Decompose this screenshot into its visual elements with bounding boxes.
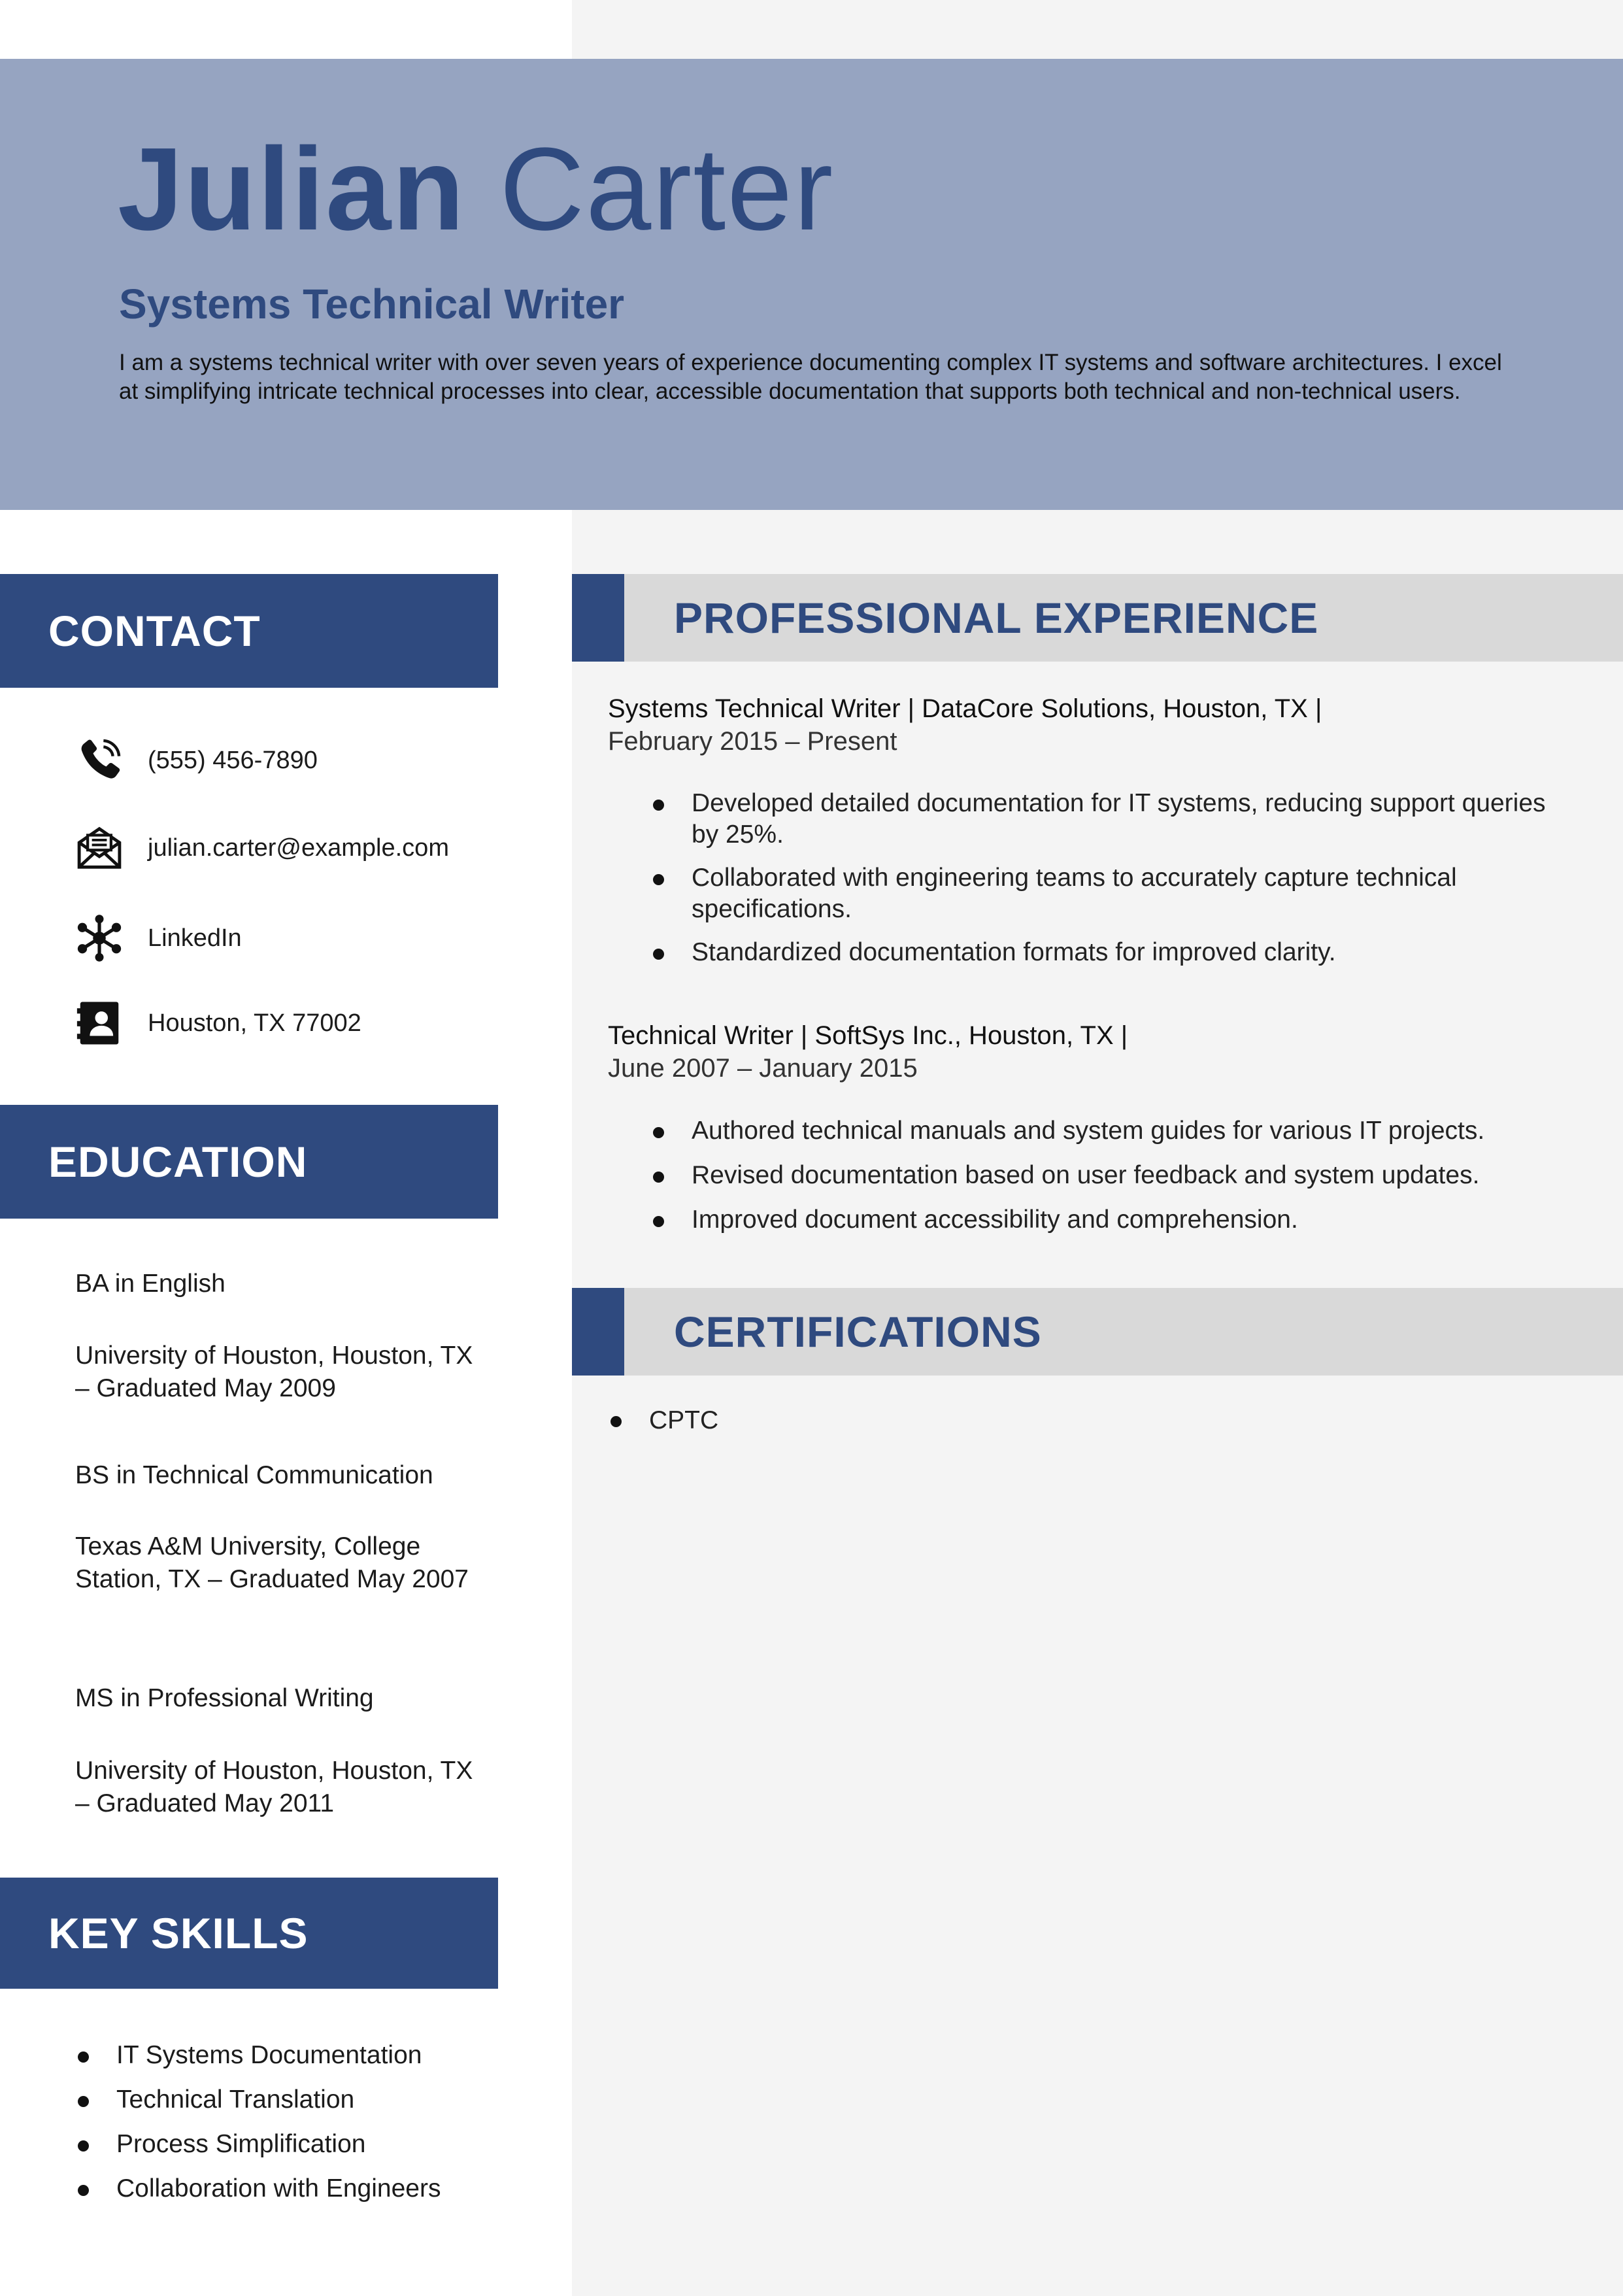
section-accent-bar: [572, 574, 624, 662]
certifications-heading-band: [572, 1288, 1623, 1376]
contact-heading: CONTACT: [0, 574, 498, 688]
envelope-icon: [73, 822, 125, 874]
contact-linkedin: [73, 909, 242, 968]
education-degree: BS in Technical Communication: [75, 1461, 433, 1489]
skills-list: [75, 2033, 441, 2211]
education-school: Texas A&M University, College Station, TX – Graduated May 2007: [75, 1532, 469, 1593]
list-item: Standardized documentation formats for improved clarity.: [650, 937, 1579, 968]
job-title: Systems Technical Writer: [119, 280, 625, 328]
phone-number: (555) 456-7890: [148, 746, 318, 774]
linkedin-link[interactable]: LinkedIn: [148, 924, 242, 952]
job-entry: [608, 1019, 1588, 1085]
last-name: Carter: [499, 124, 835, 255]
job-dates: February 2015 – Present: [608, 727, 897, 756]
education-heading: EDUCATION: [0, 1105, 498, 1219]
network-icon: [73, 912, 125, 964]
job-dates: June 2007 – January 2015: [608, 1054, 918, 1083]
experience-heading-band: [572, 574, 1623, 662]
certifications-heading: CERTIFICATIONS: [674, 1308, 1042, 1356]
address-card-icon: [73, 997, 125, 1049]
address: Houston, TX 77002: [148, 1009, 361, 1037]
candidate-name: [118, 124, 834, 255]
list-item: Revised documentation based on user feedback and system updates.: [650, 1160, 1579, 1191]
contact-phone: [73, 731, 318, 790]
list-item: IT Systems Documentation: [75, 2033, 441, 2078]
list-item: Improved document accessibility and comprehension.: [650, 1204, 1579, 1236]
education-school: University of Houston, Houston, TX – Graduated May 2009: [75, 1342, 473, 1402]
list-item: Process Simplification: [75, 2122, 441, 2167]
first-name: Julian: [118, 124, 466, 255]
profile-summary: I am a systems technical writer with over seven years of experience documenting complex IT systems and software architectures. I excel at simplifying intricate technical processes into clear, accessible documentation that supports both technical and non-technical users.: [119, 350, 1502, 404]
experience-heading: PROFESSIONAL EXPERIENCE: [674, 594, 1319, 642]
list-item: Technical Translation: [75, 2078, 441, 2122]
education-school: University of Houston, Houston, TX – Graduated May 2011: [75, 1757, 473, 1817]
job-bullets: [650, 788, 1579, 980]
job-entry: [608, 692, 1588, 758]
skills-heading: KEY SKILLS: [0, 1878, 498, 1989]
list-item: CPTC: [608, 1404, 718, 1437]
list-item: Collaborated with engineering teams to accurately capture technical specifications.: [650, 862, 1579, 925]
list-item: Developed detailed documentation for IT systems, reducing support queries by 25%.: [650, 788, 1579, 851]
job-header: Technical Writer | SoftSys Inc., Houston, TX |: [608, 1021, 1128, 1050]
contact-email: [73, 819, 449, 877]
contact-address: [73, 994, 361, 1053]
email-address: julian.carter@example.com: [148, 834, 449, 862]
list-item: Authored technical manuals and system guides for various IT projects.: [650, 1115, 1579, 1147]
list-item: Collaboration with Engineers: [75, 2167, 441, 2211]
education-degree: MS in Professional Writing: [75, 1684, 374, 1712]
job-bullets: [650, 1115, 1579, 1247]
education-degree: BA in English: [75, 1270, 226, 1298]
job-header: Systems Technical Writer | DataCore Solutions, Houston, TX |: [608, 694, 1322, 723]
phone-icon: [73, 734, 125, 786]
certifications-list: [608, 1404, 718, 1437]
section-accent-bar: [572, 1288, 624, 1376]
